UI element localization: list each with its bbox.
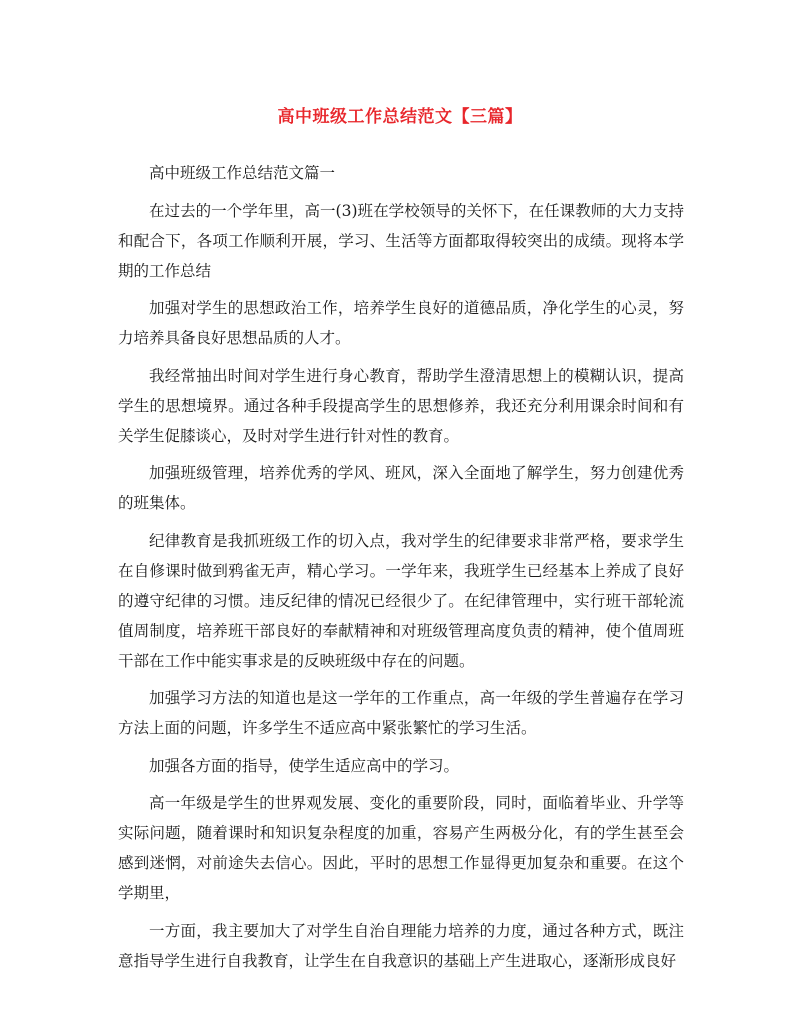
paragraph: 一方面，我主要加大了对学生自治自理能力培养的力度，通过各种方式，既注意指导学生进行自我教育，让学生在自我意识的基础上产生进取心，逐渐形成良好 [118,921,684,970]
document-title: 高中班级工作总结范文【三篇】 [277,107,523,127]
paragraph: 加强各方面的指导，使学生适应高中的学习。 [149,756,460,775]
section-heading: 高中班级工作总结范文篇一 [149,164,336,182]
paragraph: 加强学习方法的知道也是这一学年的工作重点，高一年级的学生普遍存在学习方法上面的问题，许多学生不适应高中紧张繁忙的学习生活。 [118,689,684,737]
paragraph: 我经常抽出时间对学生进行身心教育，帮助学生澄清思想上的模糊认识，提高学生的思想境界。通过各种手段提高学生的思想修养，我还充分利用课余时间和有关学生促膝谈心，及时对学生进行针对性的教育。 [118,366,684,445]
paragraph: 纪律教育是我抓班级工作的切入点，我对学生的纪律要求非常严格，要求学生在自修课时做到鸦雀无声，精心学习。一学年来，我班学生已经基本上养成了良好的遵守纪律的习惯。违反纪律的情况已经很少了。在纪律管理中，实行班干部轮流值周制度，培养班干部良好的奉献精神和对班级管理高度负责的精神，使个值周班干部在工作中能实事求是的反映班级中存在的问题。 [118,531,684,670]
document-body [118,158,684,983]
paragraph: 加强对学生的思想政治工作，培养学生良好的道德品质，净化学生的心灵，努力培养具备良好思想品质的人才。 [118,299,684,347]
paragraph: 高一年级是学生的世界观发展、变化的重要阶段，同时，面临着毕业、升学等实际问题，随着课时和知识复杂程度的加重，容易产生两极分化，有的学生甚至会感到迷惘，对前途失去信心。因此，平时的思想工作显得更加复杂和重要。在这个学期里， [118,794,684,902]
paragraph: 在过去的一个学年里，高一(3)班在学校领导的关怀下，在任课教师的大力支持和配合下，各项工作顺利开展，学习、生活等方面都取得较突出的成绩。现将本学期的工作总结 [118,201,684,280]
paragraph: 加强班级管理，培养优秀的学风、班风，深入全面地了解学生，努力创建优秀的班集体。 [118,464,684,512]
